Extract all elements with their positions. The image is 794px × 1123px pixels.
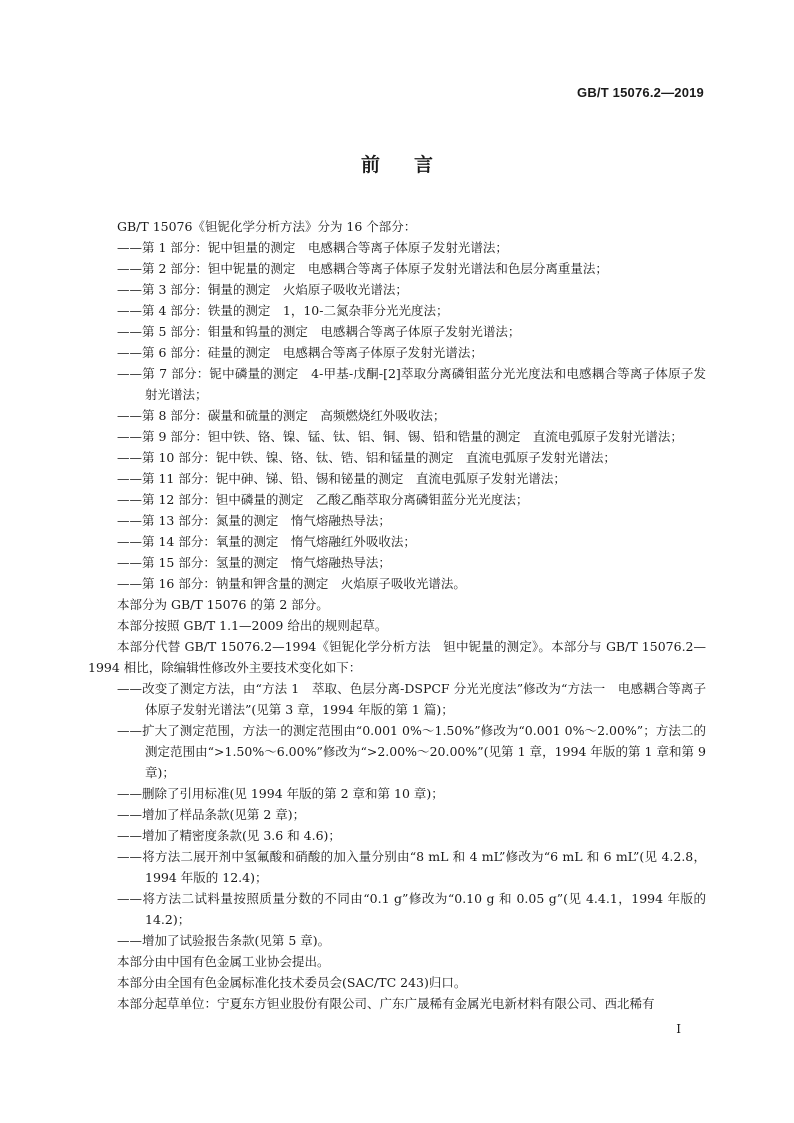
list-item: ——第 15 部分：氢量的测定 惰气熔融热导法； xyxy=(117,555,391,570)
drafting-units-statement: 本部分起草单位：宁夏东方钽业股份有限公司、广东广晟稀有金属光电新材料有限公司、西北稀有 xyxy=(117,996,655,1011)
list-item: ——增加了试验报告条款(见第 5 章)。 xyxy=(117,933,331,948)
standard-number: GB/T 15076.2—2019 xyxy=(577,85,704,100)
list-item: ——第 2 部分：钽中铌量的测定 电感耦合等离子体原子发射光谱法和色层分离重量法； xyxy=(117,261,608,276)
foreword-body xyxy=(88,216,706,1014)
list-item: ——第 5 部分：钼量和钨量的测定 电感耦合等离子体原子发射光谱法； xyxy=(117,324,521,339)
list-item: ——第 3 部分：铜量的测定 火焰原子吸收光谱法； xyxy=(117,282,408,297)
intro-paragraph: GB/T 15076《钽铌化学分析方法》分为 16 个部分： xyxy=(117,219,417,234)
proposed-by-statement: 本部分由中国有色金属工业协会提出。 xyxy=(117,954,330,969)
page-title: 前言 xyxy=(360,154,467,176)
list-item: ——第 8 部分：碳量和硫量的测定 高频燃烧红外吸收法； xyxy=(117,408,446,423)
list-item: ——第 4 部分：铁量的测定 1，10-二氮杂菲分光光度法； xyxy=(117,303,449,318)
list-item: ——第 10 部分：铌中铁、镍、铬、钛、锆、铝和锰量的测定 直流电弧原子发射光谱法； xyxy=(117,450,616,465)
changes-list xyxy=(88,678,706,951)
list-item: ——第 1 部分：铌中钽量的测定 电感耦合等离子体原子发射光谱法； xyxy=(117,240,508,255)
page-number: I xyxy=(676,1022,681,1036)
list-item: ——第 7 部分：铌中磷量的测定 4-甲基-戊酮-[2]萃取分离磷钼蓝分光光度法和电感耦合等离子体原子发射光谱法； xyxy=(117,366,706,402)
list-item: ——第 6 部分：硅量的测定 电感耦合等离子体原子发射光谱法； xyxy=(117,345,483,360)
part-statement: 本部分为 GB/T 15076 的第 2 部分。 xyxy=(117,597,329,612)
list-item: ——将方法二试料量按照质量分数的不同由“0.1 g”修改为“0.10 g 和 0.05 g”(见 4.4.1，1994 年版的 14.2)； xyxy=(117,891,706,927)
list-item: ——增加了样品条款(见第 2 章)； xyxy=(117,807,306,822)
list-item: ——删除了引用标准(见 1994 年版的第 2 章和第 10 章)； xyxy=(117,786,444,801)
list-item: ——第 11 部分：铌中砷、锑、铅、锡和铋量的测定 直流电弧原子发射光谱法； xyxy=(117,471,566,486)
list-item: ——第 13 部分：氮量的测定 惰气熔融热导法； xyxy=(117,513,391,528)
managed-by-statement: 本部分由全国有色金属标准化技术委员会(SAC/TC 243)归口。 xyxy=(117,975,467,990)
list-item: ——改变了测定方法，由“方法 1 萃取、色层分离-DSPCF 分光光度法”修改为“方法一 电感耦合等离子体原子发射光谱法”(见第 3 章，1994 年版的第 1 篇)； xyxy=(117,681,706,717)
list-item: ——将方法二展开剂中氢氟酸和硝酸的加入量分别由“8 mL 和 4 mL”修改为“6 mL 和 6 mL”(见 4.2.8，1994 年版的 12.4)； xyxy=(117,849,706,885)
parts-list xyxy=(88,237,706,594)
list-item: ——第 16 部分：钠量和钾含量的测定 火焰原子吸收光谱法。 xyxy=(117,576,466,591)
list-item: ——扩大了测定范围，方法一的测定范围由“0.001 0%～1.50%”修改为“0.001 0%～2.00%”；方法二的测定范围由“>1.50%～6.00%”修改为“>2.00%～20.00%”(见第 1 章，1994 年版的第 1 章和第 9 章)； xyxy=(117,723,706,780)
replacement-statement: 本部分代替 GB/T 15076.2—1994《钽铌化学分析方法 钽中铌量的测定》。本部分与 GB/T 15076.2—1994 相比，除编辑性修改外主要技术变化如下： xyxy=(88,639,706,675)
list-item: ——增加了精密度条款(见 3.6 和 4.6)； xyxy=(117,828,341,843)
list-item: ——第 12 部分：钽中磷量的测定 乙酸乙酯萃取分离磷钼蓝分光光度法； xyxy=(117,492,529,507)
list-item: ——第 14 部分：氧量的测定 惰气熔融红外吸收法； xyxy=(117,534,416,549)
list-item: ——第 9 部分：钽中铁、铬、镍、锰、钛、铝、铜、锡、铅和锆量的测定 直流电弧原子发射光谱法； xyxy=(117,429,683,444)
rules-statement: 本部分按照 GB/T 1.1—2009 给出的规则起草。 xyxy=(117,618,388,633)
